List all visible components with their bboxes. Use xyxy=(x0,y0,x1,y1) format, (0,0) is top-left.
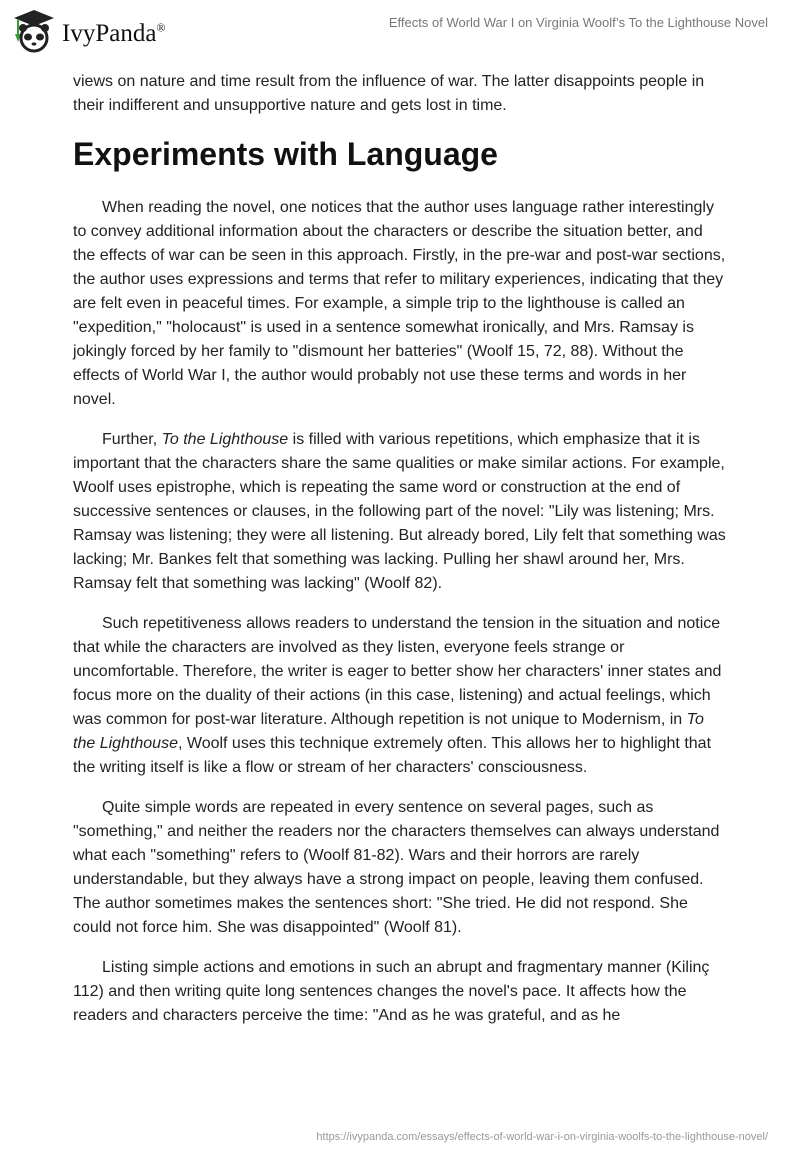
paragraph-intro: views on nature and time result from the influence of war. The latter disappoints people in their indifferent and unsupportive nature and gets lost in time. xyxy=(73,73,705,114)
footer-url[interactable]: https://ivypanda.com/essays/effects-of-world-war-i-on-virginia-woolfs-to-the-lighthouse-novel/ xyxy=(316,1131,768,1143)
ivypanda-logo[interactable] xyxy=(12,8,166,54)
section-heading: Experiments with Language xyxy=(73,136,498,172)
essay-body xyxy=(73,70,729,1044)
panda-graduate-icon xyxy=(12,8,56,54)
paragraph: Quite simple words are repeated in every sentence on several pages, such as "something," and neither the readers nor the characters themselves can always understand what each "something" refers to (Woolf 81-82). Wars and their horrors are rarely understandable, but they always have a strong impact on people, leaving them confused. The author sometimes makes the sentences short: "She tried. He did not respond. She could not force him. She was disappointed" (Woolf 81). xyxy=(73,799,720,936)
paragraph: Listing simple actions and emotions in such an abrupt and fragmentary manner (Kilinç 112) and then writing quite long sentences changes the novel's pace. It affects how the readers and characters perceive the time: "And as he was grateful, and as he xyxy=(73,959,710,1024)
paragraph: When reading the novel, one notices that the author uses language rather interestingly to convey additional information about the characters or describe the situation better, and the effects of war can be seen in this approach. Firstly, in the pre-war and post-war sections, the author uses expressions and terms that refer to military experiences, indicating that they are felt even in peaceful times. For example, a simple trip to the lighthouse is called an "expedition," "holocaust" is used in a sentence somewhat ironically, and Mrs. Ramsay is jokingly forced by her family to "dismount her batteries" (Woolf 15, 72, 88). Without the effects of World War I, the author would probably not use these terms and words in her novel. xyxy=(73,199,726,408)
page-header xyxy=(0,0,800,60)
paragraph: Further, To the Lighthouse is filled with various repetitions, which emphasize that it is important that the characters share the same qualities or make similar actions. For example, Woolf uses epistrophe, which is repeating the same word or construction at the end of successive sentences or clauses, in the following part of the novel: "Lily was listening; Mrs. Ramsay was listening; they were all listening. But already bored, Lily felt that something was lacking; Mr. Bankes felt that something was lacking. Pulling her shawl around her, Mrs. Ramsay felt that something was lacking" (Woolf 82). xyxy=(73,431,726,592)
paragraph: Such repetitiveness allows readers to understand the tension in the situation and notice that while the characters are involved as they listen, everyone feels strange or uncomfortable. Therefore, the writer is eager to better show her characters' inner states and focus more on the duality of their actions (in this case, listening) and actual feelings, which was common for post-war literature. Although repetition is not unique to Modernism, in To the Lighthouse, Woolf uses this technique extremely often. This allows her to highlight that the writing itself is like a flow or stream of her characters' consciousness. xyxy=(73,615,722,776)
brand-name: IvyPanda® xyxy=(62,20,166,47)
document-title: Effects of World War I on Virginia Woolf’s To the Lighthouse Novel xyxy=(388,15,768,30)
